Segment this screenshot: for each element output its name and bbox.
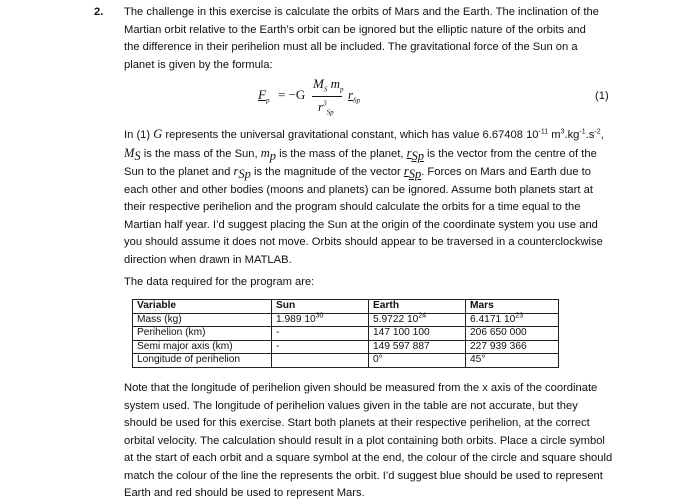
equation-number: (1) [595, 90, 609, 102]
row-label: Longitude of perihelion [133, 354, 272, 368]
header-cell: Mars [466, 300, 559, 314]
paragraph-line: you should assume it does not move. Orbits should appear to be traversed in a counterclockwise [124, 236, 603, 248]
header-cell: Earth [369, 300, 466, 314]
table-cell: 147 100 100 [369, 327, 466, 341]
table-cell: 1.989 $10^{30}$ [272, 313, 369, 327]
planet-data-table [132, 299, 559, 368]
definition-line: In (1) G represents the universal gravitational constant, which has value 6.67408 $10^{-11}$ $m^3.kg^{-1}.s^{-2}$, [124, 127, 604, 141]
table-cell: 0° [369, 354, 466, 368]
data-intro: The data required for the program are: [124, 276, 315, 288]
note-line: Earth and red should be used to represent Mars. [124, 487, 365, 499]
intro-line: The challenge in this exercise is calculate the orbits of Mars and the Earth. The inclination of the [124, 6, 599, 18]
table-row [133, 354, 559, 368]
paragraph-line: their respective perihelion and the program should calculate the orbits for a time equal to the [124, 201, 581, 213]
table-row [133, 340, 559, 354]
intro-line: planet is given by the formula: [124, 58, 273, 71]
formula-numerator: $M_S$ $m_p$ [313, 76, 344, 94]
note-line: at the start of each orbit and a square symbol at the end, the colour of the circle and square should [124, 452, 613, 464]
question-number: 2. [94, 6, 104, 18]
note-line: should be used for this exercise. Start both planets at their respective perihelion, at the correct [124, 417, 590, 429]
note-line: Note that the longitude of perihelion given should be measured from the x axis of the coordinate [124, 382, 598, 394]
table-cell: - [272, 327, 369, 341]
paragraph-line: Martian half year. I’d suggest placing the Sun at the origin of the coordinate system you use and [124, 218, 598, 231]
formula-equals-g: = −G [278, 87, 306, 102]
row-label: Perihelion (km) [133, 327, 272, 341]
paragraph-line: direction when drawn in MATLAB. [124, 253, 292, 266]
definition-line: Sun to the planet and $r_{Sp}$ is the magnitude of the vector $r_{Sp}$. Forces on Mars and Earth due to [124, 164, 591, 182]
definitions-paragraph [124, 126, 618, 269]
table-cell: 6.4171 $10^{23}$ [466, 313, 559, 327]
table-cell: 206 650 000 [466, 327, 559, 341]
formula-position-vector: $r_{Sp}$ [348, 87, 361, 105]
note-line: match the colour of the line the represents the orbit. I’d suggest blue should be used to represent [124, 469, 603, 482]
row-label: Mass (kg) [133, 313, 272, 327]
note-paragraph [124, 380, 624, 503]
formula-denominator: $r^3_{Sp}$ [318, 99, 334, 117]
intro-line: Martian orbit relative to the Earth’s orbit can be ignored but the elliptic nature of the orbits and [124, 23, 586, 36]
intro-line: the difference in their perihelion must all be included. The gravitational force of the Sun on a [124, 41, 578, 53]
intro-paragraph [124, 4, 618, 74]
table-cell: - [272, 340, 369, 354]
header-cell: Variable [133, 300, 272, 314]
table-header-row [133, 300, 559, 314]
table-cell: 227 939 366 [466, 340, 559, 354]
fraction-bar [312, 96, 342, 97]
gravity-formula [258, 74, 398, 116]
table-cell: 45° [466, 354, 559, 368]
table-row [133, 327, 559, 341]
header-cell: Sun [272, 300, 369, 314]
table-cell: 149 597 887 [369, 340, 466, 354]
formula-force-vector: $F_p$ [258, 87, 270, 105]
table-cell: 5.9722 $10^{24}$ [369, 313, 466, 327]
paragraph-line: each other and other bodies (moons and planets) can be ignored. Assume both planets start at [124, 183, 593, 196]
table-cell [272, 354, 369, 368]
row-label: Semi major axis (km) [133, 340, 272, 354]
table-row [133, 313, 559, 327]
definition-line: $M_S$ is the mass of the Sun, $m_p$ is the mass of the planet, $r_{Sp}$ is the vector from the centre of the [124, 145, 597, 163]
note-line: system used. The longitude of perihelion values given in the table are not accurate, but they [124, 399, 578, 412]
note-line: orbital velocity. The calculation should result in a plot containing both orbits. Place a circle symbol [124, 434, 605, 447]
